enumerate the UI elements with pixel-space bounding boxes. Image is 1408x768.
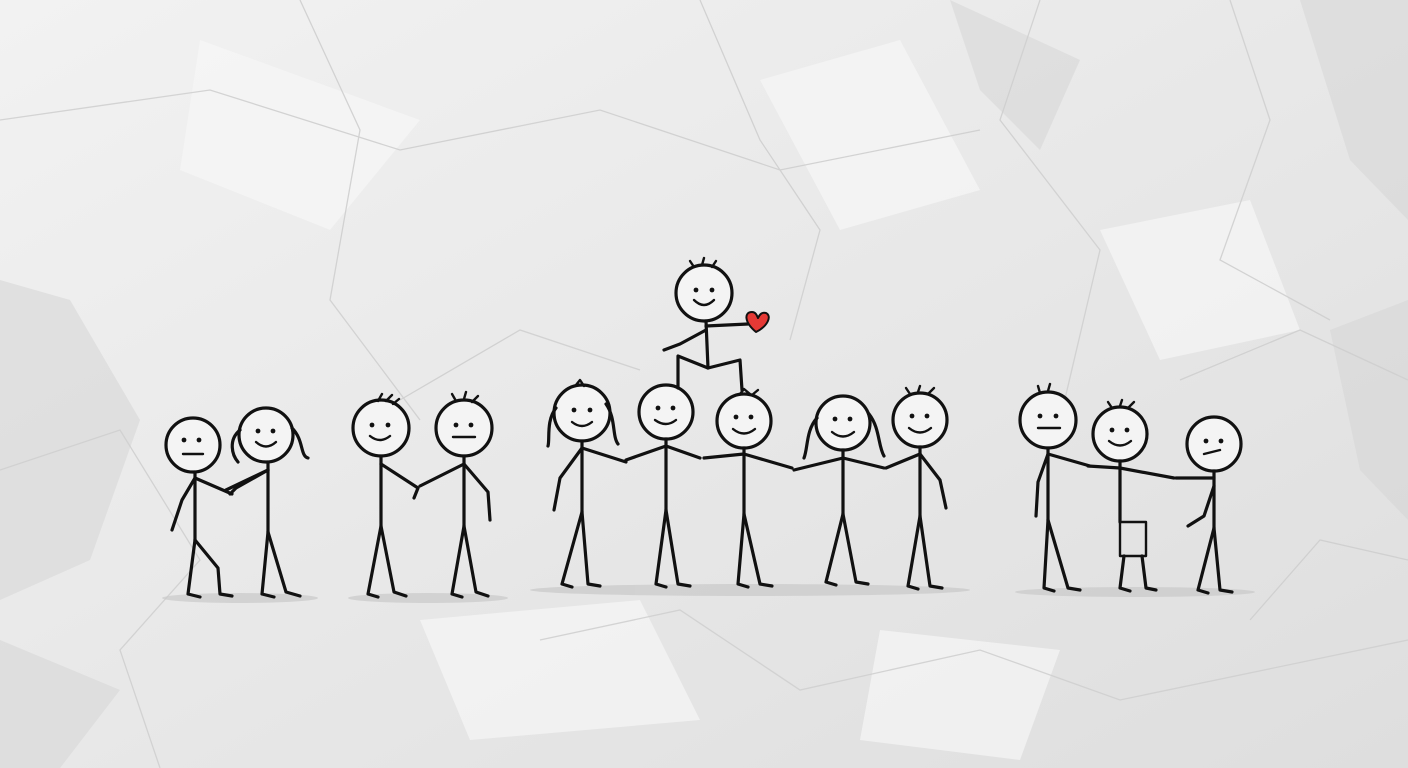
stick-figure-13 xyxy=(1176,417,1241,593)
stick-figure-3 xyxy=(353,394,418,597)
stick-figure-2 xyxy=(226,408,308,597)
stick-figure-6 xyxy=(626,385,700,587)
stick-figure-7-top xyxy=(664,258,769,390)
pair-handshake-group xyxy=(353,392,492,597)
stick-figure-9 xyxy=(794,396,884,585)
stick-figure-10 xyxy=(886,386,947,589)
stick-figure-4 xyxy=(420,392,492,597)
stick-figure-11 xyxy=(1020,384,1090,591)
stick-figure-8 xyxy=(704,389,792,587)
pair-left-group xyxy=(166,408,308,597)
stick-figure-1 xyxy=(166,418,232,597)
stick-figure-12 xyxy=(1088,400,1174,591)
trio-right-group xyxy=(1020,384,1241,593)
pyramid-group xyxy=(548,258,947,589)
stick-figure-5 xyxy=(548,380,626,587)
heart-icon xyxy=(746,312,768,332)
